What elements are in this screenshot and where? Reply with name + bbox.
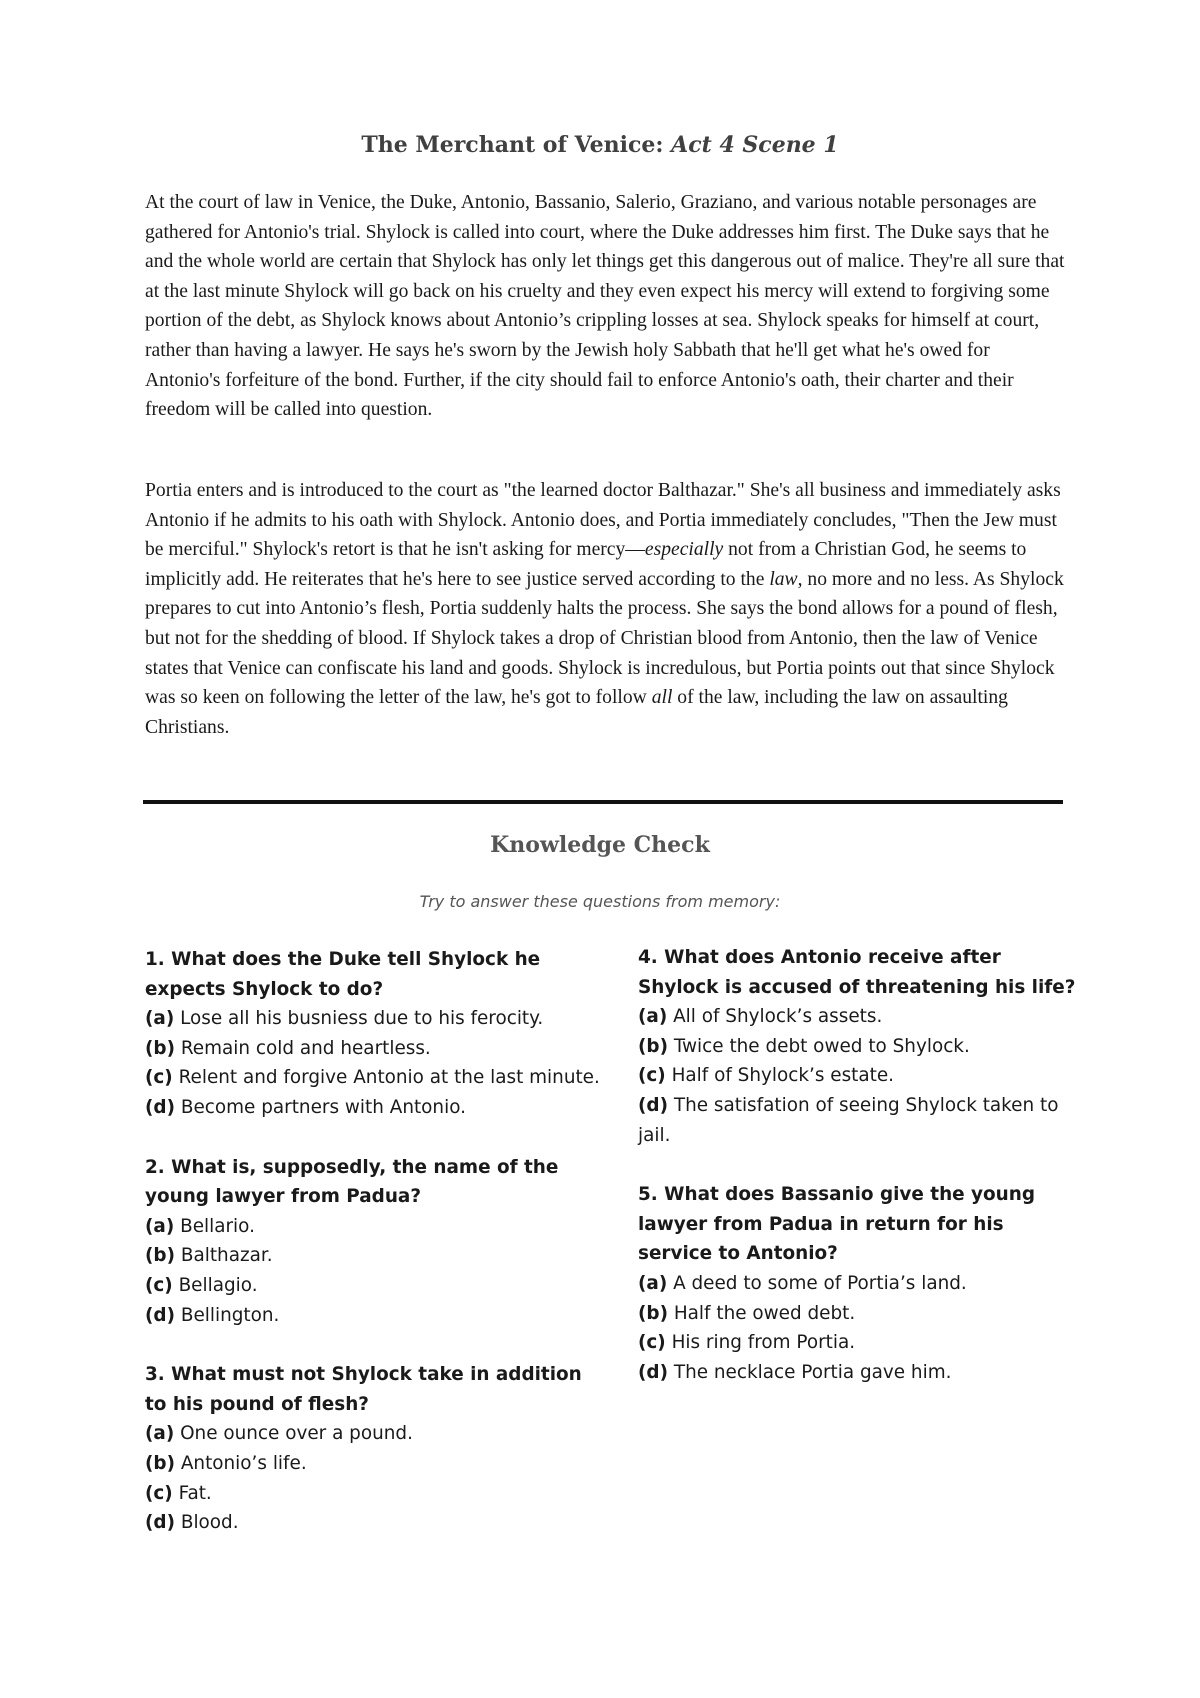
question-5 bbox=[638, 1180, 1078, 1387]
option-d: (d) Become partners with Antonio. bbox=[145, 1096, 466, 1118]
option-d: (d) The satisfation of seeing Shylock taken to jail. bbox=[638, 1094, 1059, 1146]
emphasis-all: all bbox=[651, 687, 673, 709]
option-b: (b) Twice the debt owed to Shylock. bbox=[638, 1035, 970, 1057]
questions-right-column bbox=[638, 943, 1078, 1417]
question-text: 4. What does Antonio receive after Shylock is accused of threatening his life? bbox=[638, 947, 1076, 998]
option-d: (d) The necklace Portia gave him. bbox=[638, 1361, 952, 1383]
questions-left-column bbox=[145, 945, 605, 1568]
option-c: (c) Relent and forgive Antonio at the last minute. bbox=[145, 1067, 600, 1089]
option-a: (a) A deed to some of Portia’s land. bbox=[638, 1272, 967, 1294]
option-a: (a) One ounce over a pound. bbox=[145, 1423, 413, 1445]
emphasis-law: law bbox=[769, 568, 798, 590]
emphasis-especially: especially bbox=[644, 539, 724, 561]
summary-paragraph-1: At the court of law in Venice, the Duke, Antonio, Bassanio, Salerio, Graziano, and various notable personages are gathered for Antonio's trial. Shylock is called into court, where the Duke addresses him first. The Duke says that he and the whole world are certain that Shylock has only let things get this dangerous out of malice. They're all sure that at the last minute Shylock will go back on his cruelty and they even expect his mercy will extend to forgiving some portion of the debt, as Shylock knows about Antonio’s crippling losses at sea. Shylock speaks for himself at court, rather than having a lawyer. He says he's sworn by the Jewish holy Sabbath that he'll get what he's owed for Antonio's forfeiture of the bond. Further, if the city should fail to enforce Antonio's oath, their charter and their freedom will be called into question. bbox=[145, 192, 1065, 421]
question-text: 5. What does Bassanio give the young lawyer from Padua in return for his service to Antonio? bbox=[638, 1184, 1036, 1265]
option-d: (d) Blood. bbox=[145, 1512, 239, 1534]
page-title bbox=[0, 132, 1200, 158]
option-c: (c) His ring from Portia. bbox=[638, 1332, 856, 1354]
option-b: (b) Remain cold and heartless. bbox=[145, 1037, 431, 1059]
option-b: (b) Balthazar. bbox=[145, 1245, 273, 1267]
title-sub: Act 4 Scene 1 bbox=[671, 132, 839, 158]
question-text: 1. What does the Duke tell Shylock he expects Shylock to do? bbox=[145, 949, 541, 1000]
option-d: (d) Bellington. bbox=[145, 1304, 280, 1326]
option-a: (a) Bellario. bbox=[145, 1215, 255, 1237]
question-1 bbox=[145, 945, 605, 1123]
option-a: (a) All of Shylock’s assets. bbox=[638, 1006, 883, 1028]
summary-paragraph-2: Portia enters and is introduced to the court as "the learned doctor Balthazar." She's all business and immediately asks Antonio if he admits to his oath with Shylock. Antonio does, and Portia immediately concludes, "Then the Jew must be merciful." Shylock's retort is that he isn't asking for mercy—especially not from a Christian God, he seems to implicitly add. He reiterates that he's here to see justice served according to the law, no more and no less. As Shylock prepares to cut into Antonio’s flesh, Portia suddenly halts the process. She says the bond allows for a pound of flesh, but not for the shedding of blood. If Shylock takes a drop of Christian blood from Antonio, then the law of Venice states that Venice can confiscate his land and goods. Shylock is incredulous, but Portia points out that since Shylock was so keen on following the letter of the law, he's got to follow all of the law, including the law on assaulting Christians. bbox=[145, 480, 1064, 738]
knowledge-check-title: Knowledge Check bbox=[490, 832, 710, 858]
option-c: (c) Half of Shylock’s estate. bbox=[638, 1065, 895, 1087]
title-main: The Merchant of Venice: bbox=[361, 132, 664, 158]
option-a: (a) Lose all his busniess due to his ferocity. bbox=[145, 1008, 544, 1030]
question-text: 2. What is, supposedly, the name of the young lawyer from Padua? bbox=[145, 1156, 559, 1208]
option-b: (b) Antonio’s life. bbox=[145, 1452, 307, 1474]
section-divider bbox=[143, 800, 1063, 804]
option-c: (c) Fat. bbox=[145, 1482, 212, 1504]
question-4 bbox=[638, 943, 1078, 1150]
question-2 bbox=[145, 1153, 605, 1331]
option-c: (c) Bellagio. bbox=[145, 1274, 258, 1296]
option-b: (b) Half the owed debt. bbox=[638, 1302, 856, 1324]
question-text: 3. What must not Shylock take in addition to his pound of flesh? bbox=[145, 1364, 582, 1415]
question-3 bbox=[145, 1360, 605, 1538]
knowledge-check-subtitle: Try to answer these questions from memory: bbox=[419, 892, 781, 911]
